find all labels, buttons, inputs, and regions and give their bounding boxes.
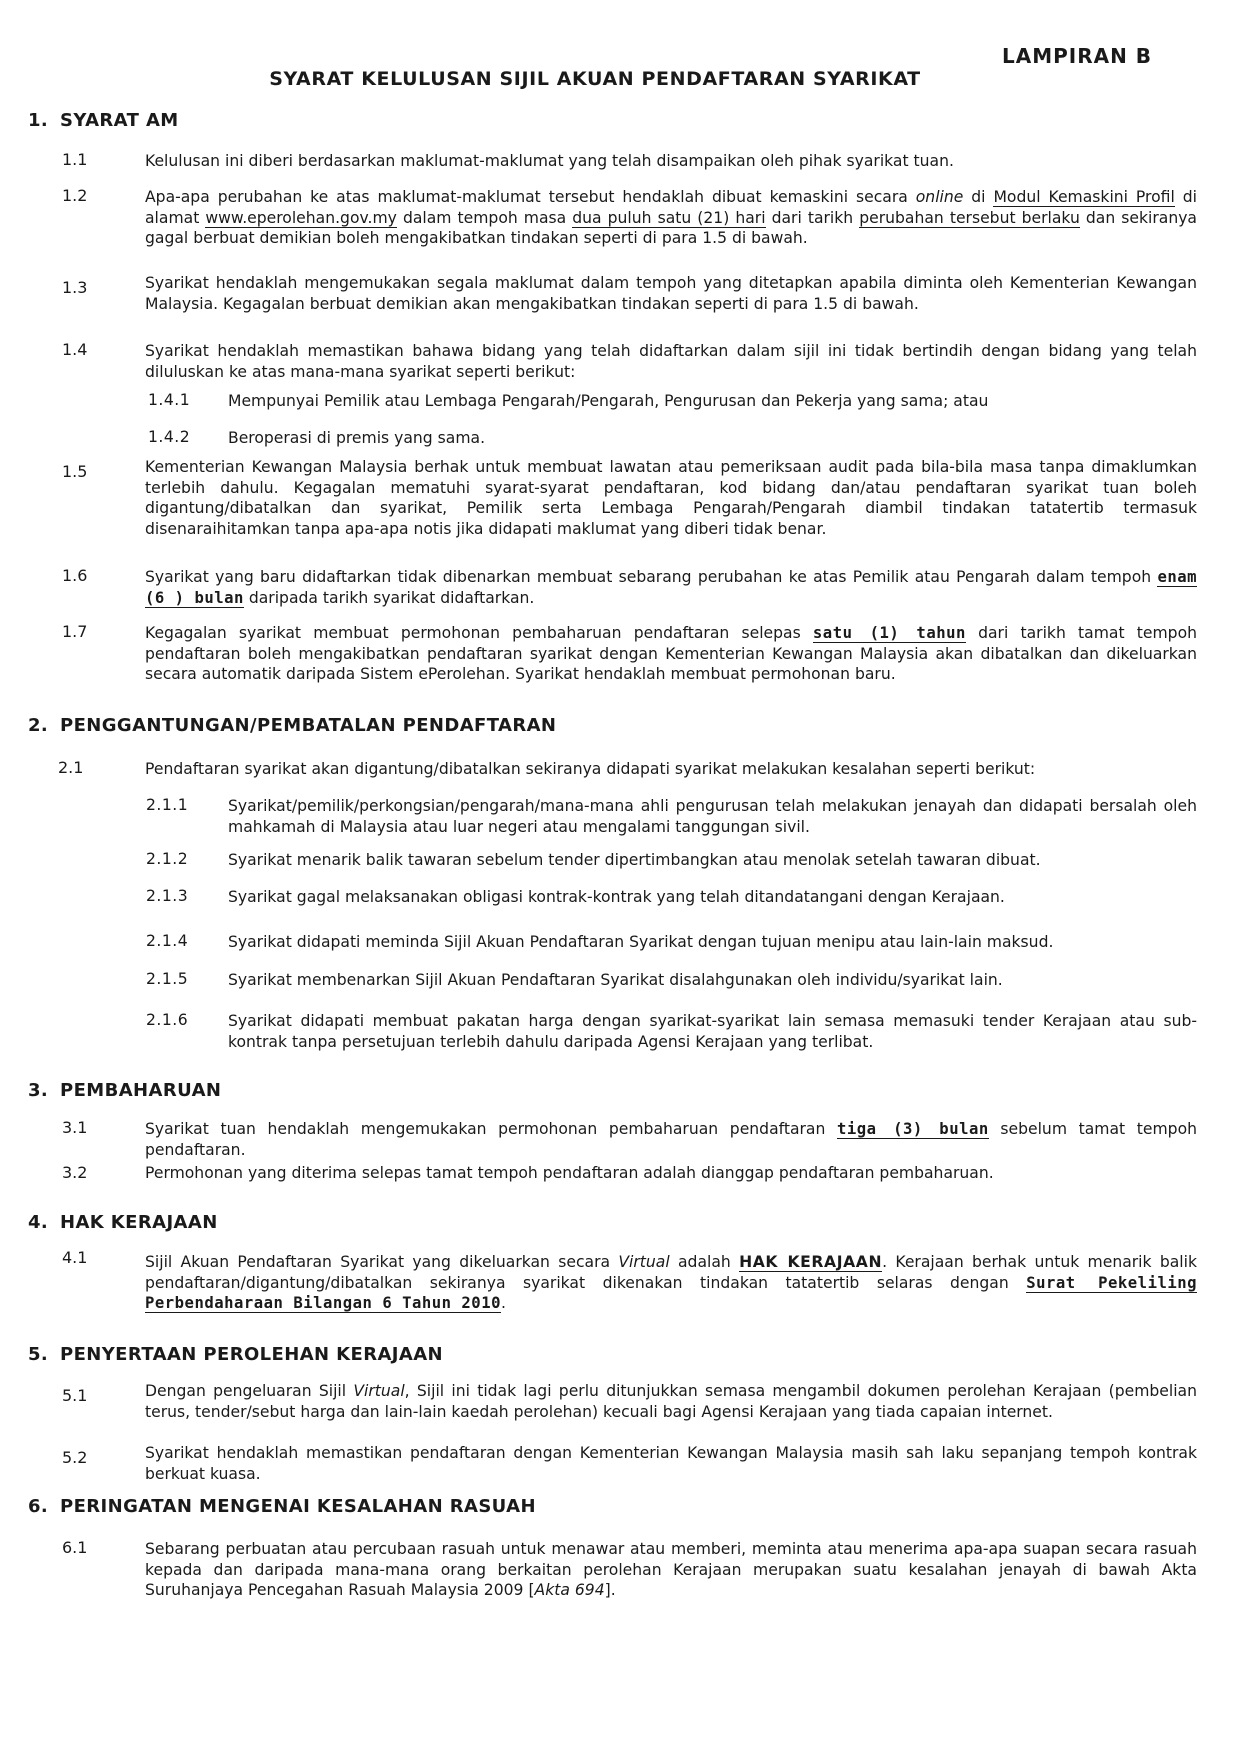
- section-number: 4.: [28, 1212, 49, 1233]
- section-number: 5.: [28, 1344, 49, 1365]
- section-6-heading: [28, 1496, 536, 1517]
- para-1-3: Syarikat hendaklah mengemukakan segala maklumat dalam tempoh yang ditetapkan apabila diminta oleh Kementerian Kewangan Malaysia. Kegagalan berbuat demikian akan mengakibatkan tindakan seperti di para 1.5 di bawah.: [145, 274, 1197, 313]
- virtual-term: Virtual: [353, 1382, 405, 1400]
- sub-para-number: 2.1.6: [146, 1011, 189, 1029]
- section-number: 3.: [28, 1080, 49, 1101]
- section-1-heading: [28, 110, 179, 131]
- online-term: online: [915, 188, 964, 206]
- eperolehan-url: www.eperolehan.gov.my: [205, 208, 397, 227]
- para-number: 1.5: [62, 462, 88, 481]
- para-1-2: Apa-apa perubahan ke atas maklumat-maklumat tersebut hendaklah dibuat kemaskini secara online di Modul Kemaskini Profil di alamat www.eperolehan.gov.my dalam tempoh masa dua puluh satu (21) hari dari tarikh perubahan tersebut berlaku dan sekiranya gagal berbuat demikian boleh mengakibatkan tindakan seperti di para 1.5 di bawah.: [145, 188, 1197, 247]
- para-number: 4.1: [62, 1248, 88, 1267]
- para-number: 1.1: [62, 150, 88, 169]
- para-1-4-1: Mempunyai Pemilik atau Lembaga Pengarah/Pengarah, Pengurusan dan Pekerja yang sama; atau: [228, 392, 989, 410]
- hak-kerajaan: HAK KERAJAAN: [739, 1253, 883, 1271]
- para-5-1: Dengan pengeluaran Sijil Virtual, Sijil ini tidak lagi perlu ditunjukkan semasa mengambil dokumen perolehan Kerajaan (pembelian terus, tender/sebut harga dan lain-lain kaedah perolehan) kecuali bagi Agensi Kerajaan yang tiada capaian internet.: [145, 1382, 1197, 1421]
- virtual-term: Virtual: [618, 1253, 670, 1271]
- para-1-4-2: Beroperasi di premis yang sama.: [228, 429, 486, 447]
- para-1-7: Kegagalan syarikat membuat permohonan pembaharuan pendaftaran selepas satu (1) tahun dari tarikh tamat tempoh pendaftaran boleh mengakibatkan pendaftaran syarikat dengan Kementerian Kewangan Malaysia akan dibatalkan dan dikeluarkan secara automatik daripada Sistem ePerolehan. Syarikat hendaklah membuat permohonan baru.: [145, 624, 1197, 683]
- para-3-1: Syarikat tuan hendaklah mengemukakan permohonan pembaharuan pendaftaran tiga (3) bulan sebelum tamat tempoh pendaftaran.: [145, 1120, 1197, 1159]
- para-number: 1.2: [62, 186, 88, 205]
- para-number: 5.2: [62, 1448, 88, 1467]
- para-number: 1.6: [62, 566, 88, 585]
- para-2-1-1: Syarikat/pemilik/perkongsian/pengarah/mana-mana ahli pengurusan telah melakukan jenayah dan didapati bersalah oleh mahkamah di Malaysia atau luar negeri atau mengalami tanggungan sivil.: [228, 797, 1197, 836]
- para-2-1-5: Syarikat membenarkan Sijil Akuan Pendaftaran Syarikat disalahgunakan oleh individu/syarikat lain.: [228, 971, 1003, 989]
- para-2-1-2: Syarikat menarik balik tawaran sebelum tender dipertimbangkan atau menolak setelah tawaran dibuat.: [228, 851, 1041, 869]
- para-1-4: Syarikat hendaklah memastikan bahawa bidang yang telah didaftarkan dalam sijil ini tidak bertindih dengan bidang yang telah diluluskan ke atas mana-mana syarikat seperti berikut:: [145, 342, 1197, 381]
- akta-694: Akta 694: [534, 1581, 605, 1599]
- section-title: PENYERTAAN PEROLEHAN KERAJAAN: [60, 1344, 444, 1365]
- para-number: 3.2: [62, 1163, 88, 1182]
- section-title: HAK KERAJAAN: [60, 1212, 218, 1233]
- enam-bulan: enam (6 ) bulan: [145, 568, 1197, 607]
- sub-para-number: 2.1.3: [146, 887, 189, 905]
- section-3-heading: [28, 1080, 221, 1101]
- para-2-1-4: Syarikat didapati meminda Sijil Akuan Pendaftaran Syarikat dengan tujuan menipu atau lain-lain maksud.: [228, 933, 1054, 951]
- para-number: 6.1: [62, 1538, 88, 1557]
- surat-pekeliling: Surat Pekeliling Perbendaharaan Bilangan 6 Tahun 2010: [145, 1273, 1198, 1312]
- para-1-6: Syarikat yang baru didaftarkan tidak dibenarkan membuat sebarang perubahan ke atas Pemilik atau Pengarah dalam tempoh enam (6 ) bulan daripada tarikh syarikat didaftarkan.: [145, 568, 1197, 607]
- para-1-5: Kementerian Kewangan Malaysia berhak untuk membuat lawatan atau pemeriksaan audit pada bila-bila masa tanpa dimaklumkan terlebih dahulu. Kegagalan mematuhi syarat-syarat pendaftaran, kod bidang dan/atau pendaftaran syarikat tuan boleh digantung/dibatalkan dan syarikat, Pemilik serta Lembaga Pengarah/Pengarah diambil tindakan tatatertib termasuk disenaraihitamkan tanpa apa-apa notis jika didapati maklumat yang diberi tidak benar.: [145, 458, 1197, 538]
- section-title: PENGGANTUNGAN/PEMBATALAN PENDAFTARAN: [60, 715, 557, 736]
- para-number: 1.4: [62, 340, 88, 359]
- section-number: 2.: [28, 715, 49, 736]
- para-number: 5.1: [62, 1386, 88, 1405]
- para-1-1: Kelulusan ini diberi berdasarkan maklumat-maklumat yang telah disampaikan oleh pihak syarikat tuan.: [145, 152, 954, 170]
- tempoh-21-hari: dua puluh satu (21) hari: [572, 208, 766, 227]
- section-4-heading: [28, 1212, 218, 1233]
- para-2-1: Pendaftaran syarikat akan digantung/dibatalkan sekiranya didapati syarikat melakukan kesalahan seperti berikut:: [145, 760, 1036, 778]
- sub-para-number: 1.4.2: [148, 428, 191, 446]
- perubahan-berlaku: perubahan tersebut berlaku: [859, 208, 1080, 227]
- section-title: PERINGATAN MENGENAI KESALAHAN RASUAH: [60, 1496, 536, 1517]
- section-number: 1.: [28, 110, 49, 131]
- modul-kemaskini-link: Modul Kemaskini Profil: [993, 188, 1175, 206]
- section-number: 6.: [28, 1496, 49, 1517]
- para-2-1-3: Syarikat gagal melaksanakan obligasi kontrak-kontrak yang telah ditandatangani dengan Kerajaan.: [228, 888, 1005, 906]
- sub-para-number: 2.1.1: [146, 796, 189, 814]
- section-5-heading: [28, 1344, 443, 1365]
- lampiran-label: LAMPIRAN B: [1002, 44, 1153, 68]
- section-2-heading: [28, 715, 556, 736]
- sub-para-number: 2.1.4: [146, 932, 189, 950]
- para-number: 1.7: [62, 622, 88, 641]
- para-5-2: Syarikat hendaklah memastikan pendaftaran dengan Kementerian Kewangan Malaysia masih sah laku sepanjang tempoh kontrak berkuat kuasa.: [145, 1444, 1197, 1483]
- para-6-1: Sebarang perbuatan atau percubaan rasuah untuk menawar atau memberi, meminta atau menerima apa-apa suapan secara rasuah kepada dan daripada mana-mana orang berkaitan perolehan Kerajaan merupakan suatu kesalahan jenayah di bawah Akta Suruhanjaya Pencegahan Rasuah Malaysia 2009 [Akta 694].: [145, 1540, 1197, 1599]
- para-number: 2.1: [58, 758, 84, 777]
- sub-para-number: 1.4.1: [148, 391, 191, 409]
- para-4-1: Sijil Akuan Pendaftaran Syarikat yang dikeluarkan secara Virtual adalah HAK KERAJAAN. Kerajaan berhak untuk menarik balik pendaftaran/digantung/dibatalkan sekiranya syarikat dikenakan tindakan tatatertib selaras dengan Surat Pekeliling Perbendaharaan Bilangan 6 Tahun 2010.: [145, 1253, 1198, 1312]
- tiga-bulan: tiga (3) bulan: [836, 1120, 989, 1138]
- sub-para-number: 2.1.5: [146, 970, 189, 988]
- satu-tahun: satu (1) tahun: [812, 624, 966, 642]
- para-number: 1.3: [62, 278, 88, 297]
- document-title: SYARAT KELULUSAN SIJIL AKUAN PENDAFTARAN SYARIKAT: [269, 68, 921, 90]
- para-3-2: Permohonan yang diterima selepas tamat tempoh pendaftaran adalah dianggap pendaftaran pembaharuan.: [145, 1164, 994, 1182]
- section-title: SYARAT AM: [60, 110, 179, 131]
- section-title: PEMBAHARUAN: [60, 1080, 222, 1101]
- sub-para-number: 2.1.2: [146, 850, 189, 868]
- para-2-1-6: Syarikat didapati membuat pakatan harga dengan syarikat-syarikat lain semasa memasuki tender Kerajaan atau sub-kontrak tanpa persetujuan terlebih dahulu daripada Agensi Kerajaan yang terlibat.: [228, 1012, 1197, 1051]
- para-number: 3.1: [62, 1118, 88, 1137]
